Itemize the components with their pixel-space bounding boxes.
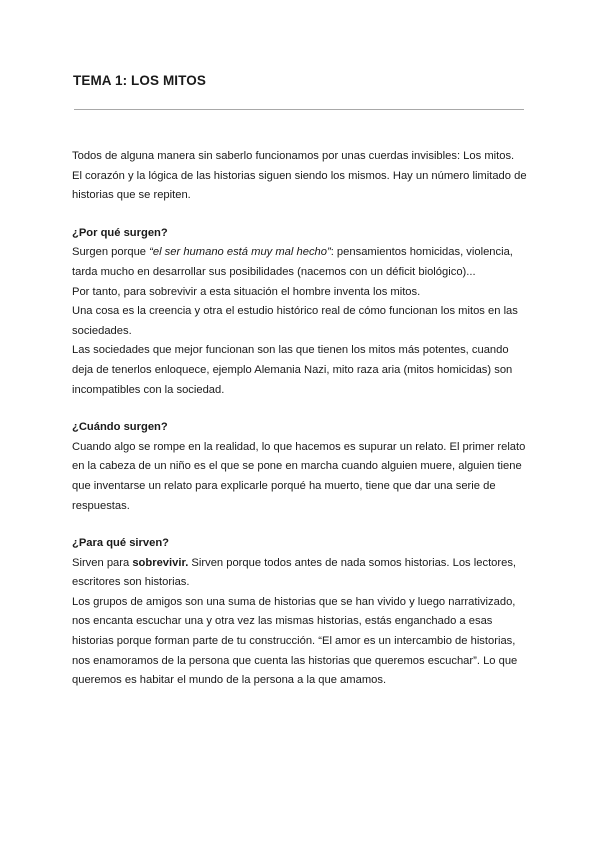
- section1-paragraph-2: Por tanto, para sobrevivir a esta situación el hombre inventa los mitos.: [72, 285, 421, 298]
- section1-p1-quote: “el ser humano está muy mal hecho”: [149, 246, 331, 259]
- intro-paragraph-2: El corazón y la lógica de las historias siguen siendo los mismos. Hay un número limitado de historias que se repiten.: [72, 169, 527, 202]
- intro-paragraph-1: Todos de alguna manera sin saberlo funcionamos por unas cuerdas invisibles: Los mitos.: [72, 150, 515, 162]
- section1-p1-prefix: Surgen porque: [72, 246, 150, 259]
- section3-p1-prefix: Sirven para: [72, 556, 133, 569]
- section-heading-para-que-sirven: ¿Para qué sirven?: [72, 537, 169, 550]
- section1-paragraph-3: Una cosa es la creencia y otra el estudio histórico real de cómo funcionan los mitos en las sociedades.: [72, 305, 518, 337]
- section2-paragraph-1: Cuando algo se rompe en la realidad, lo que hacemos es supurar un relato. El primer relato en la cabeza de un niño es el que se pone en marcha cuando alguien muere, alguien tiene que inventarse un relato para explicarle porqué ha muerto, tiene que dar una serie de respuestas.: [72, 440, 526, 512]
- section3-p1-suffix: Sirven porque todos antes de nada somos historias. Los lectores, escritores son historias.: [72, 556, 517, 589]
- document-body: [72, 147, 528, 691]
- document-title: TEMA 1: LOS MITOS: [73, 73, 206, 88]
- section-spacer: [72, 516, 528, 534]
- section3-paragraph-1: [72, 554, 528, 593]
- title-divider: [74, 109, 524, 110]
- section3-paragraph-2: Los grupos de amigos son una suma de historias que se han vivido y luego narrativizado, nos encanta escuchar una y otra vez las mismas historias, estás enganchado a esas historias porque forman parte de tu construcción. “El amor es un intercambio de historias, nos enamoramos de la persona que cuenta las historias que queremos escuchar”. Lo que queremos es habitar el mundo de la persona a la que amamos.: [72, 595, 518, 687]
- section-heading-cuando-surgen: ¿Cuándo surgen?: [72, 421, 168, 434]
- section-spacer: [72, 400, 528, 418]
- section-spacer: [72, 206, 528, 224]
- section1-paragraph-1: [72, 243, 528, 282]
- section3-p1-bold: sobrevivir.: [132, 556, 189, 569]
- section1-p1-suffix: : pensamientos homicidas, violencia, tarda mucho en desarrollar sus posibilidades (nacemos con un déficit biológico)...: [72, 246, 513, 278]
- section1-paragraph-4: Las sociedades que mejor funcionan son las que tienen los mitos más potentes, cuando deja de tenerlos enloquece, ejemplo Alemania Nazi, mito raza aria (mitos homicidas) son incompatibles con la sociedad.: [72, 344, 513, 396]
- section-heading-por-que-surgen: ¿Por qué surgen?: [72, 226, 168, 239]
